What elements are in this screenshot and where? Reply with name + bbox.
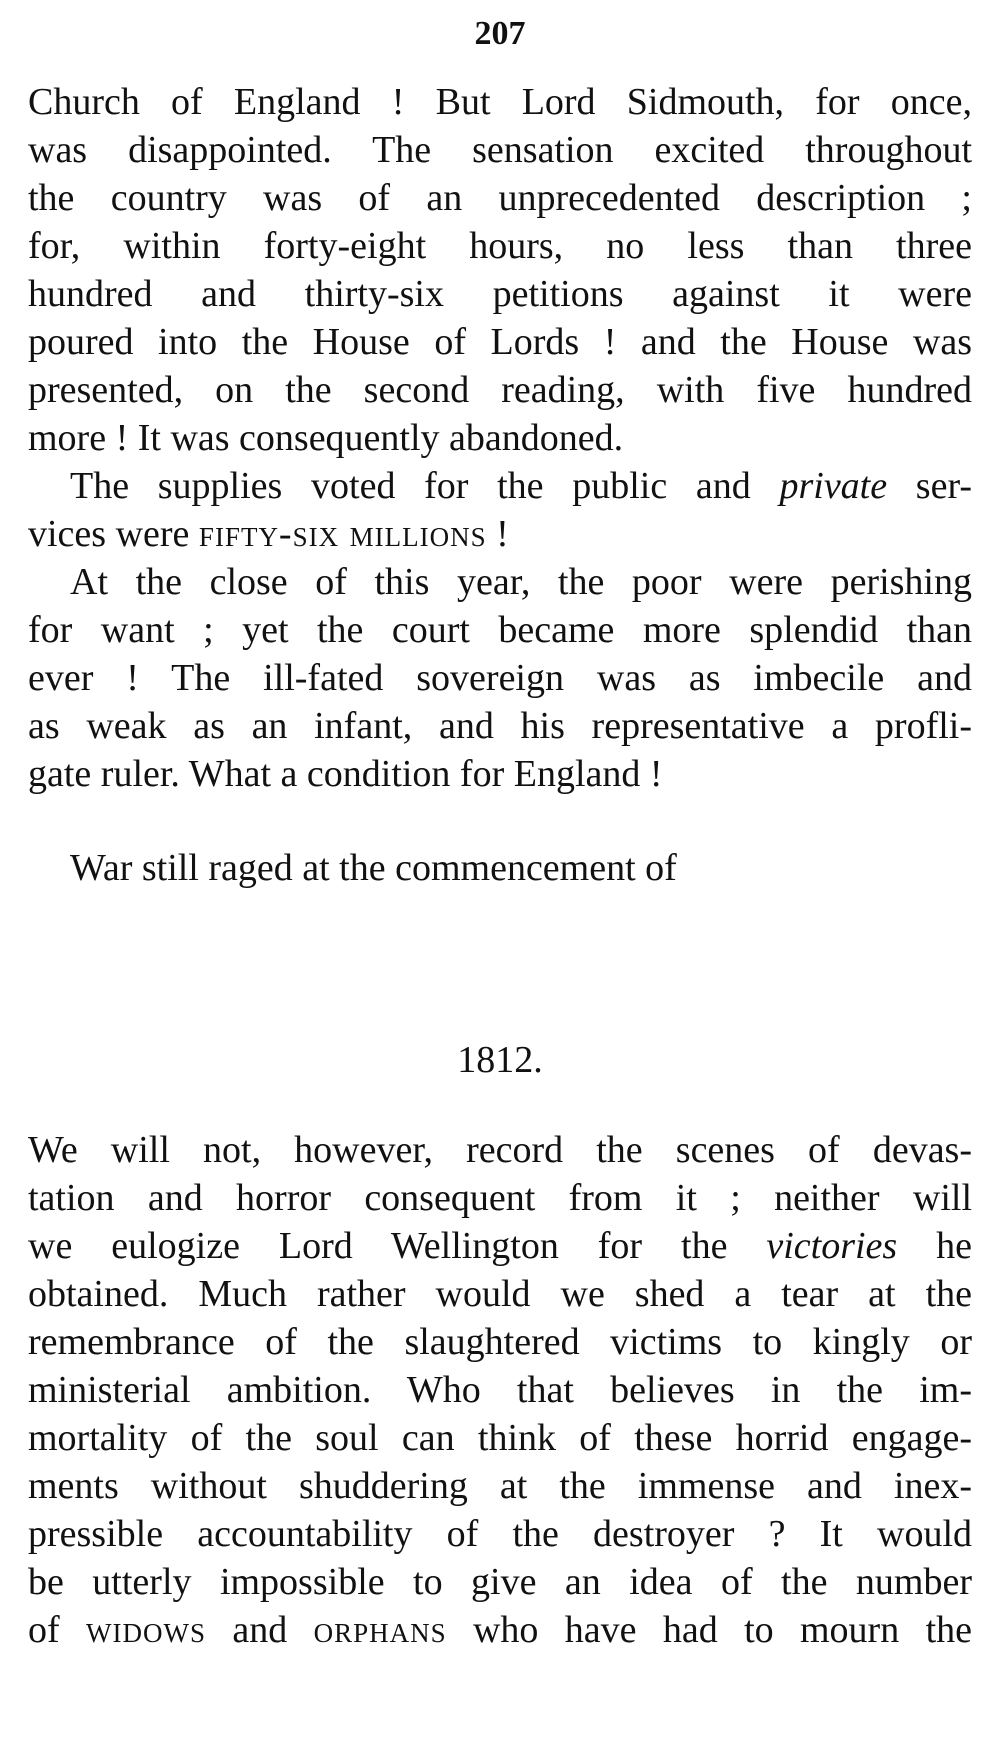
text-run: ! bbox=[486, 513, 509, 555]
text-line: tation and horror consequent from it ; neither will bbox=[28, 1177, 972, 1219]
text-run: The supplies voted for the public and bbox=[70, 465, 780, 507]
text-line: ments without shuddering at the immense and inex- bbox=[28, 1465, 972, 1507]
text-line bbox=[28, 508, 972, 560]
text-line bbox=[28, 1220, 972, 1272]
text-run: and bbox=[206, 1609, 314, 1651]
italic-text: private bbox=[779, 465, 888, 507]
text-line: the country was of an unprecedented description ; bbox=[28, 177, 972, 219]
text-line: We will not, however, record the scenes of devas- bbox=[28, 1129, 972, 1171]
text-line: for want ; yet the court became more splendid than bbox=[28, 609, 972, 651]
text-line: gate ruler. What a condition for England ! bbox=[28, 753, 663, 795]
text-line: be utterly impossible to give an idea of the number bbox=[28, 1561, 972, 1603]
text-line: ministerial ambition. Who that believes in the im- bbox=[28, 1369, 972, 1411]
text-line: hundred and thirty-six petitions against it were bbox=[28, 273, 972, 315]
text-line: was disappointed. The sensation excited throughout bbox=[28, 129, 972, 171]
text-run: we eulogize Lord Wellington for the bbox=[28, 1225, 767, 1267]
text-run: ser- bbox=[887, 465, 973, 507]
text-line: ever ! The ill-fated sovereign was as imbecile and bbox=[28, 657, 972, 699]
small-caps-text: orphans bbox=[313, 1609, 447, 1651]
text-line: for, within forty-eight hours, no less than three bbox=[28, 225, 972, 267]
text-run: of bbox=[28, 1609, 87, 1651]
text-line: mortality of the soul can think of these horrid engage- bbox=[28, 1417, 972, 1459]
small-caps-text: widows bbox=[86, 1609, 206, 1651]
small-caps-text: fifty-six millions bbox=[198, 513, 487, 555]
text-line: pressible accountability of the destroyer ? It would bbox=[28, 1513, 972, 1555]
text-line: as weak as an infant, and his representative a profli- bbox=[28, 705, 972, 747]
text-line bbox=[70, 460, 972, 512]
italic-text: victories bbox=[766, 1225, 898, 1267]
text-line: War still raged at the commencement of bbox=[70, 847, 677, 889]
text-line: obtained. Much rather would we shed a tear at the bbox=[28, 1273, 972, 1315]
text-run: vices were bbox=[28, 513, 199, 555]
year-heading: 1812. bbox=[457, 1039, 543, 1081]
text-line: more ! It was consequently abandoned. bbox=[28, 417, 624, 459]
text-line: Church of England ! But Lord Sidmouth, for once, bbox=[28, 81, 972, 123]
text-line: remembrance of the slaughtered victims to kingly or bbox=[28, 1321, 972, 1363]
text-line bbox=[28, 1604, 972, 1656]
text-line: presented, on the second reading, with five hundred bbox=[28, 369, 972, 411]
text-run: who have had to mourn the bbox=[446, 1609, 972, 1651]
text-run: he bbox=[897, 1225, 973, 1267]
text-line: poured into the House of Lords ! and the House was bbox=[28, 321, 972, 363]
page-number: 207 bbox=[474, 15, 526, 52]
text-line: At the close of this year, the poor were perishing bbox=[70, 561, 972, 603]
